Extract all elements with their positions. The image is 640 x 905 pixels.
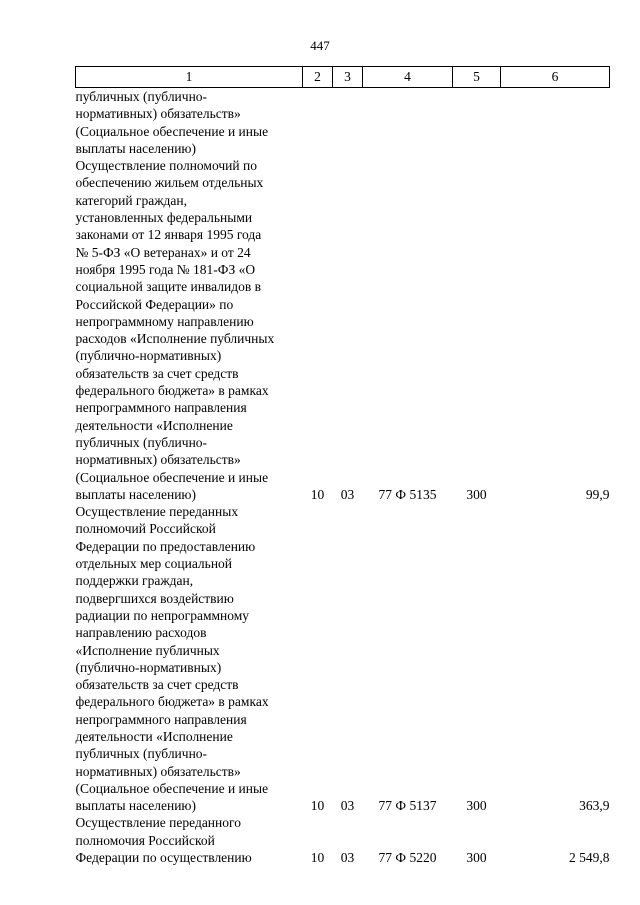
description-line: категорий граждан, (75, 192, 187, 208)
description-line: поддержки граждан, (75, 573, 194, 589)
header-cell: 4 (363, 67, 453, 88)
description-line: выплаты населению) (75, 140, 197, 156)
header-cell: 6 (501, 67, 610, 88)
row-description (76, 88, 303, 158)
section-code: 10 (310, 486, 325, 502)
description-line: деятельности «Исполнение (75, 728, 233, 744)
header-row (76, 67, 610, 88)
section-code: 10 (310, 798, 325, 814)
expense-type-code: 300 (466, 798, 487, 814)
description-line: публичных (публично- (75, 89, 208, 104)
header-cell: 3 (333, 67, 363, 88)
description-line: нормативных) обязательств» (75, 106, 241, 122)
expense-type-code (453, 88, 501, 158)
description-line: публичных (публично- (75, 746, 208, 762)
description-line: нормативных) обязательств» (75, 452, 241, 468)
description-line: непрограммного направления (75, 400, 247, 416)
section-code (303, 88, 333, 158)
table-row (76, 157, 610, 503)
expense-type-code: 300 (466, 486, 487, 502)
description-line: нормативных) обязательств» (75, 763, 241, 779)
description-line: полномочия Российской (75, 832, 215, 848)
description-line: обеспечению жильем отдельных (75, 175, 264, 191)
description-line: (публично-нормативных) (75, 348, 222, 364)
description-line: (Социальное обеспечение и иные (75, 469, 269, 485)
description-line: выплаты населению) (75, 486, 197, 502)
expense-type-code: 300 (466, 850, 487, 866)
description-line: публичных (публично- (75, 434, 208, 450)
target-article-code: 77 Ф 5137 (378, 798, 437, 814)
description-line: Осуществление переданных (75, 504, 239, 520)
description-line: «Исполнение публичных (75, 642, 220, 658)
header-cell: 1 (76, 67, 303, 88)
amount (501, 88, 610, 158)
description-line: федерального бюджета» в рамках (75, 383, 269, 399)
section-code: 10 (310, 850, 325, 866)
description-line: Осуществление полномочий по (75, 158, 257, 174)
description-line: обязательств за счет средств (75, 677, 239, 693)
description-line: полномочий Российской (75, 521, 216, 537)
description-line: социальной защите инвалидов в (75, 279, 261, 295)
table-row (76, 88, 610, 158)
row-description (76, 503, 303, 814)
subsection-code: 03 (340, 850, 355, 866)
target-article-code: 77 Ф 5135 (378, 486, 437, 502)
description-line: подвергшихся воздействию (75, 590, 234, 606)
description-line: отдельных мер социальной (75, 556, 233, 572)
description-line: деятельности «Исполнение (75, 417, 233, 433)
description-line: ноября 1995 года № 181-ФЗ «О (75, 261, 256, 277)
header-cell: 2 (303, 67, 333, 88)
description-line: направлению расходов (75, 625, 207, 641)
description-line: (Социальное обеспечение и иные (75, 123, 269, 139)
description-line: радиации по непрограммному (75, 607, 250, 623)
description-line: выплаты населению) (75, 798, 197, 814)
description-line: законами от 12 января 1995 года (75, 227, 262, 243)
subsection-code: 03 (340, 798, 355, 814)
amount: 363,9 (579, 798, 610, 814)
description-line: Федерации по осуществлению (75, 850, 252, 866)
description-line: Российской Федерации» по (75, 296, 234, 312)
description-line: Федерации по предоставлению (75, 538, 256, 554)
description-line: Осуществление переданного (75, 815, 241, 831)
table-row (76, 503, 610, 814)
budget-table (75, 66, 610, 866)
table-body (76, 88, 610, 867)
description-line: установленных федеральными (75, 210, 253, 226)
description-line: № 5-ФЗ «О ветеранах» и от 24 (75, 244, 251, 260)
amount: 2 549,8 (569, 850, 610, 866)
description-line: федерального бюджета» в рамках (75, 694, 269, 710)
description-line: (Социальное обеспечение и иные (75, 780, 269, 796)
description-line: расходов «Исполнение публичных (75, 331, 275, 347)
description-line: непрограммному направлению (75, 313, 254, 329)
subsection-code (333, 88, 363, 158)
header-cell: 5 (453, 67, 501, 88)
row-description (76, 157, 303, 503)
subsection-code: 03 (340, 486, 355, 502)
target-article-code: 77 Ф 5220 (378, 850, 437, 866)
amount: 99,9 (585, 486, 610, 502)
row-description (76, 814, 303, 866)
page-number: 447 (310, 38, 330, 53)
description-line: непрограммного направления (75, 711, 247, 727)
table-row (76, 814, 610, 866)
description-line: обязательств за счет средств (75, 365, 239, 381)
description-line: (публично-нормативных) (75, 659, 222, 675)
target-article-code (363, 88, 453, 158)
